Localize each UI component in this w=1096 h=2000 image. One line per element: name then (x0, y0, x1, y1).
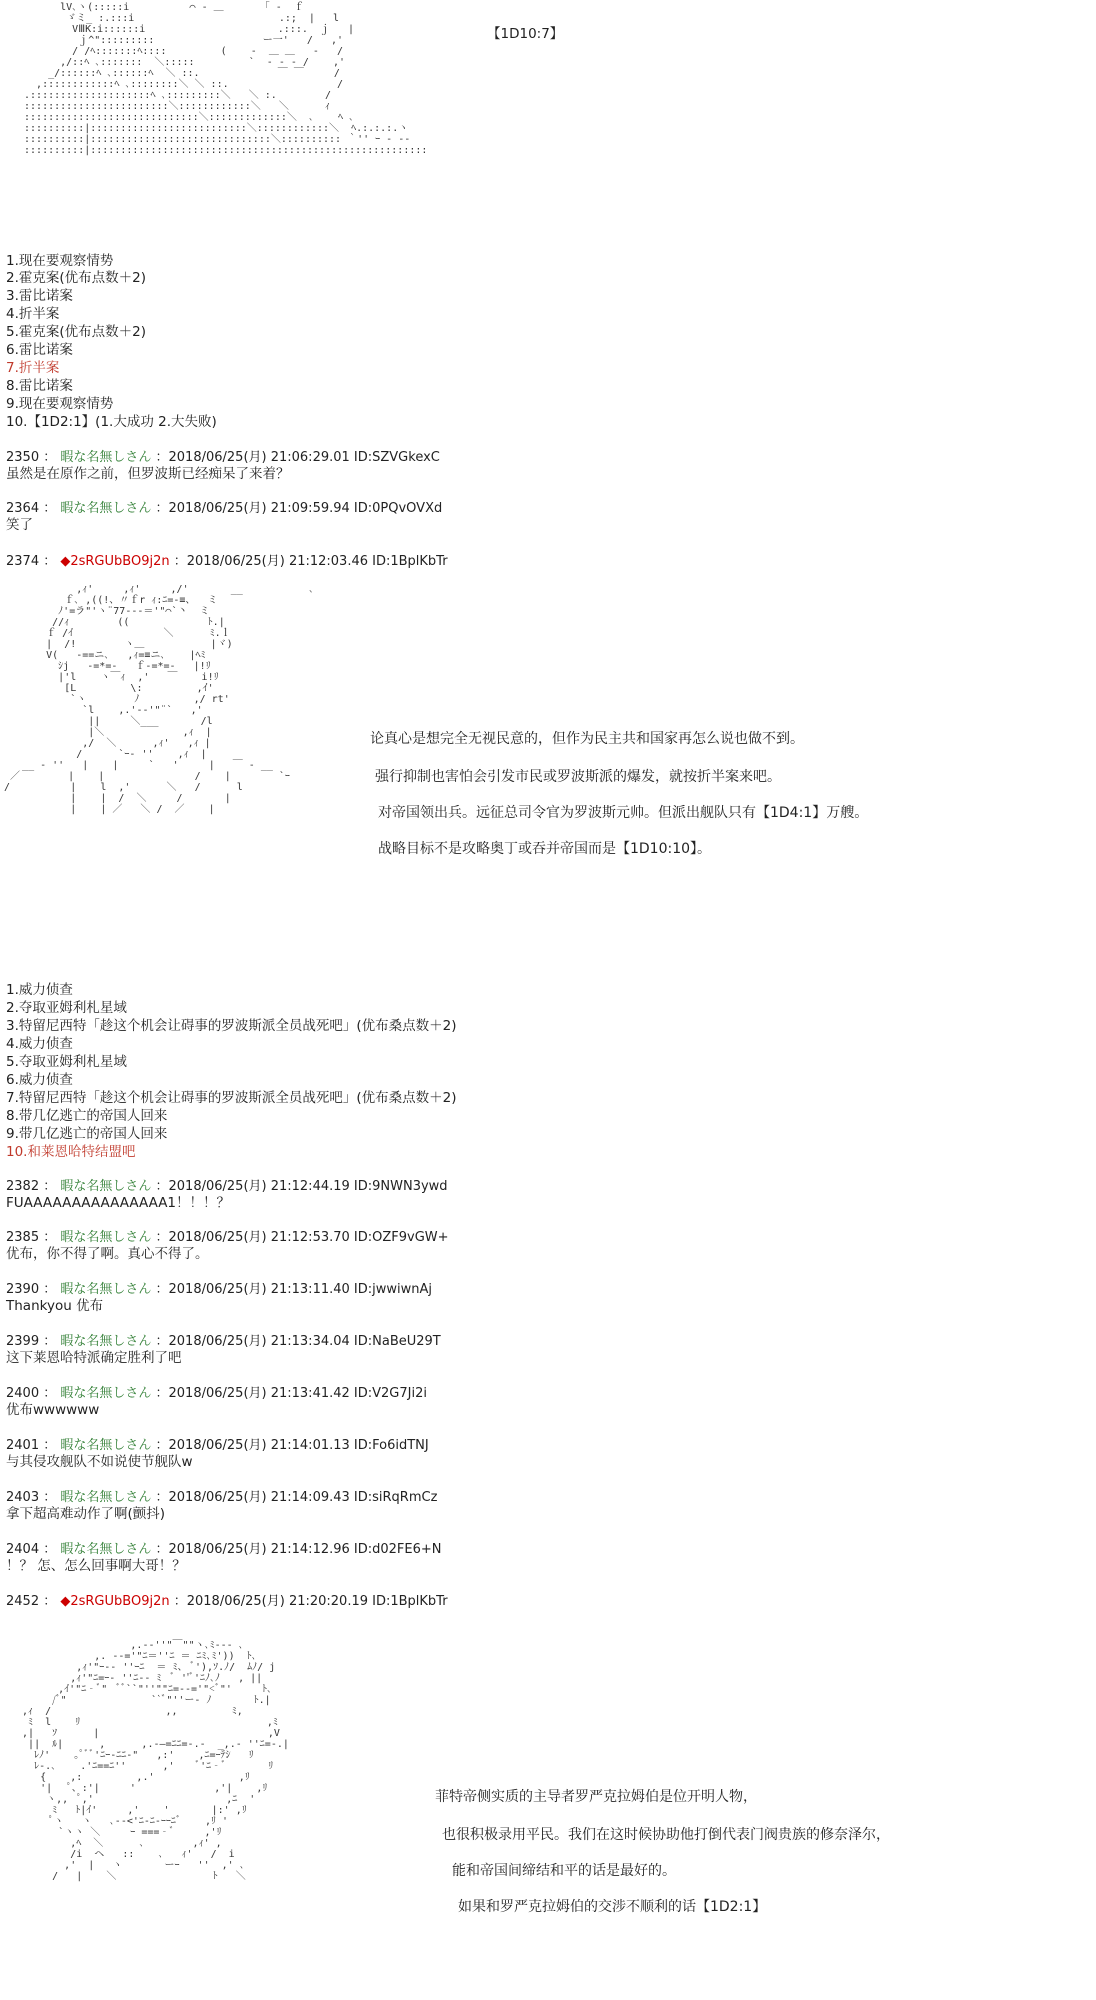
post-body: 这下莱恩哈特派确定胜利了吧 (6, 1350, 182, 1366)
narration-line: 如果和罗严克拉姆伯的交涉不顺利的话【1D2:1】 (458, 1899, 767, 1915)
narration-line: 对帝国领出兵。远征总司令官为罗波斯元帅。但派出舰队只有【1D4:1】万艘。 (378, 805, 869, 821)
narration-line: 也很积极录用平民。我们在这时候协助他打倒代表门阀贵族的修奈泽尔， (442, 1827, 890, 1843)
list2-item: 3.特留尼西特「趁这个机会让碍事的罗波斯派全员战死吧」(优布桑点数＋2) (6, 1018, 457, 1034)
poster-name[interactable]: 暇な名無しさん (60, 1334, 152, 1349)
post-body: 与其侵攻舰队不如说使节舰队w (6, 1454, 193, 1470)
post-header: 2364 ： 暇な名無しさん ：2018/06/25(月) 21:09:59.94 ID:0PQvOVXd (6, 501, 443, 516)
list1-item: 5.霍克案(优布点数＋2) (6, 324, 147, 340)
narration-line: 菲特帝侧实质的主导者罗严克拉姆伯是位开明人物， (435, 1789, 757, 1805)
poster-name[interactable]: 暇な名無しさん (60, 1438, 152, 1453)
narration-line: 能和帝国间缔结和平的话是最好的。 (452, 1863, 676, 1879)
post-body: 笑了 (6, 517, 33, 533)
list1-item: 3.雷比诺案 (6, 288, 73, 304)
post-header: 2350 ： 暇な名無しさん ：2018/06/25(月) 21:06:29.01 ID:SZVGkexC (6, 450, 440, 465)
post-body: 优布，你不得了啊。真心不得了。 (6, 1246, 209, 1262)
list2-item: 7.特留尼西特「趁这个机会让碍事的罗波斯派全员战死吧」(优布桑点数＋2) (6, 1090, 457, 1106)
list2-item: 6.威力侦查 (6, 1072, 73, 1088)
ascii-art-character-1: ,ｨ' ,ｨ' ,/' __ ､ ｆ､ ,((!、〃ｆr ｨ:ﾆ=-≡、 ミ ﾉ'=ラ"'ヽ¨77---＝'"⌒`丶 ミ //ｨ (( ﾄ.| ｆ /ｲ ＼ ﾐ.ｌ | /! ヽ＿ |ヾ) V( -==ニ､ ,ｨ=≡ニ､ |ﾍﾐ ｼj -=*=- ｆ-=*=- |!ﾘ |'l ヽ￣ｨ ,' ￣ i!ﾘ [L \: ,ｲ' `ヽ ﾉ ,/ rt' `l ,.'--'"¨` ,' || ＼___ /l |＼ ,ｨ | ,/ ＼ ,ｨ' ,ｨ | / `ｰ‐ '' ,ｨ | __ ‐ '' | | ` ' | ￣ ‐ __ ／ | | / | `ｰ / | l ,' ＼ / l | | / ＼ / | | | ／ ＼ / ／ | (4, 584, 315, 815)
narration-line: 战略目标不是攻略奥丁或吞并帝国而是【1D10:10】。 (378, 841, 712, 857)
op-tripcode[interactable]: ◆2sRGUbBO9j2n (60, 554, 170, 569)
post-body: 优布wwwwww (6, 1402, 100, 1418)
list1-item: 10.【1D2:1】(1.大成功 2.大失败) (6, 414, 217, 430)
list1-item: 6.雷比诺案 (6, 342, 73, 358)
list1-item: 2.霍克案(优布点数＋2) (6, 270, 147, 286)
post-header: 2404 ： 暇な名無しさん ：2018/06/25(月) 21:14:12.96 ID:d02FE6+N (6, 1542, 442, 1557)
list2-item: 5.夺取亚姆利札星域 (6, 1054, 127, 1070)
poster-name[interactable]: 暇な名無しさん (60, 1179, 152, 1194)
narration-line: 强行抑制也害怕会引发市民或罗波斯派的爆发，就按折半案来吧。 (375, 769, 781, 785)
post-header: 2401 ： 暇な名無しさん ：2018/06/25(月) 21:14:01.13 ID:Fo6idTNJ (6, 1438, 429, 1453)
post-body: 虽然是在原作之前，但罗波斯已经痴呆了来着？ (6, 466, 290, 482)
list2-item-selected: 10.和莱恩哈特结盟吧 (6, 1144, 136, 1160)
post-header: 2385 ： 暇な名無しさん ：2018/06/25(月) 21:12:53.70 ID:OZF9vGW+ (6, 1230, 449, 1245)
poster-name[interactable]: 暇な名無しさん (60, 1282, 152, 1297)
poster-name[interactable]: 暇な名無しさん (60, 1490, 152, 1505)
ascii-art-character-2: ,.-‐''"￣""ヽ､ﾐ--‐ ､ ,. -‐='"ﾆ＝''ﾆ ＝ ﾆﾐ､ﾐ')) ﾄ､ ,ｨ'"ｰ-‐ ''ｰﾆ ＝ ﾐ、 ﾞ'),ｿ.ﾉ/ ﾑﾉ/ j ,ｨ'"ﾆ=ｰ‐ ''ﾆ-‐ ﾐ ﾞ ''ﾞ'ﾆﾉ､ﾉ , || ,ｲ'"ﾆ‐ﾞ" ﾞﾞ``"''""ﾆ=‐-='"<ﾞ"' ﾄ､ /ﾞ" ``ﾞ"''ー‐ ﾉ ﾄ.| ,ｨ / ,, ﾐ, ﾐ l ﾘ ,ﾐ ,| ｿ | ,V || ﾙ| , ,.-―=ﾆﾆ=-.- _,.‐ ''ﾆ=-.| ﾚﾉ' ｡ﾟﾞﾞ'ﾆｰ-ﾆﾆ‐" ,:' ,ﾆ=ｰﾃｼ ﾘ ﾚ-.､ .'ﾆ==ﾆ'' ,' ﾞ'ﾆ‐ﾞ ﾘ { ,: ,.' ,ﾘ '| ﾟ、:'| ' ,'| ,ﾘ ヽ,, ﾟ,' ,ﾆ ' ﾐ ﾄ|ｲ' ,' ' |:' ,ﾘ ﾟヽ ヽ ､--<'ﾆ‐ﾆ-ｰｰﾆﾞ ,ﾘ ' `ヽヽ ＼ ｰ ===‐ﾞ ,'ﾘ ,ﾍ ＼ ､ ,ｨ' , /i ヘ :: ､ ｨ' / i ,' | ヽ ーｰ '' ,' ､ / | ＼ ﾄ ＼ (22, 1640, 289, 1882)
ascii-art-top: lV､ヽ(:::::i ⌒ ‐ ＿ 「 ‐ ｆ ゞミ_ :.:::i .:; | l VⅢK:i::::::i .:::. ｊ | ｊ^"::::::::: ー一' / ,' / /ﾍ:::::::ﾍ:::: ( ‐ ＿ ＿ ‐ / ,/::ﾍ ､::::::: ＼::::: ` ‐ ‐ ‐ / ,' _/::::::ﾍ ､::::::ﾍ ＼ ::. ￣ ￣ / ,::::::::::::ﾍ ､::::::::＼ ＼ ::. / .::::::::::::::::::::ﾍ ､:::::::::＼ ＼ :. / ::::::::::::::::::::::::＼::::::::::::＼ ＼ ｨ :::::::::::::::::::::::::::::＼:::::::::::::＼ ､ ﾍ ､ ::::::::::|::::::::::::::::::::::::::＼::::::::::::＼ ﾍ.:.:.:.ヽ ::::::::::|::::::::::::::::::::::::::::::＼:::::::::: ｀'' ｰ ‐ -- ::::::::::|:::::::::::::::::::::::::::::::::::::::::::::::::::::::: (24, 2, 428, 156)
post-body: ！？ 怎、怎么回事啊大哥！？ (6, 1558, 186, 1574)
list1-item: 8.雷比诺案 (6, 378, 73, 394)
post-header: 2382 ： 暇な名無しさん ：2018/06/25(月) 21:12:44.19 ID:9NWN3ywd (6, 1179, 448, 1194)
post-body: FUAAAAAAAAAAAAAAA1！！！？ (6, 1195, 231, 1211)
op-tripcode[interactable]: ◆2sRGUbBO9j2n (60, 1594, 170, 1609)
narration-line: 论真心是想完全无视民意的，但作为民主共和国家再怎么说也做不到。 (370, 731, 804, 747)
list2-item: 8.带几亿逃亡的帝国人回来 (6, 1108, 168, 1124)
post-header: 2403 ： 暇な名無しさん ：2018/06/25(月) 21:14:09.43 ID:siRqRmCz (6, 1490, 438, 1505)
list1-item: 4.折半案 (6, 306, 60, 322)
list2-item: 4.威力侦查 (6, 1036, 73, 1052)
poster-name[interactable]: 暇な名無しさん (60, 1230, 152, 1245)
poster-name[interactable]: 暇な名無しさん (60, 1386, 152, 1401)
post-body: Thankyou 优布 (6, 1298, 104, 1314)
post-body: 拿下超高难动作了啊(颤抖) (6, 1506, 166, 1522)
list1-item: 1.现在要观察情势 (6, 253, 114, 269)
list1-item-selected: 7.折半案 (6, 360, 60, 376)
op-post-header: 2374 ： ◆2sRGUbBO9j2n ：2018/06/25(月) 21:12:03.46 ID:1BplKbTr (6, 554, 448, 569)
poster-name[interactable]: 暇な名無しさん (60, 1542, 152, 1557)
list1-item: 9.现在要观察情势 (6, 396, 114, 412)
list2-item: 2.夺取亚姆利札星域 (6, 1000, 127, 1016)
list2-item: 9.带几亿逃亡的帝国人回来 (6, 1126, 168, 1142)
op-post-header: 2452 ： ◆2sRGUbBO9j2n ：2018/06/25(月) 21:20:20.19 ID:1BplKbTr (6, 1594, 448, 1609)
poster-name[interactable]: 暇な名無しさん (60, 450, 152, 465)
post-header: 2399 ： 暇な名無しさん ：2018/06/25(月) 21:13:34.04 ID:NaBeU29T (6, 1334, 441, 1349)
list2-item: 1.威力侦查 (6, 982, 73, 998)
poster-name[interactable]: 暇な名無しさん (60, 501, 152, 516)
top-roll-result: 【1D10:7】 (487, 26, 564, 42)
post-header: 2390 ： 暇な名無しさん ：2018/06/25(月) 21:13:11.40 ID:jwwiwnAj (6, 1282, 433, 1297)
post-header: 2400 ： 暇な名無しさん ：2018/06/25(月) 21:13:41.42 ID:V2G7Ji2i (6, 1386, 427, 1401)
